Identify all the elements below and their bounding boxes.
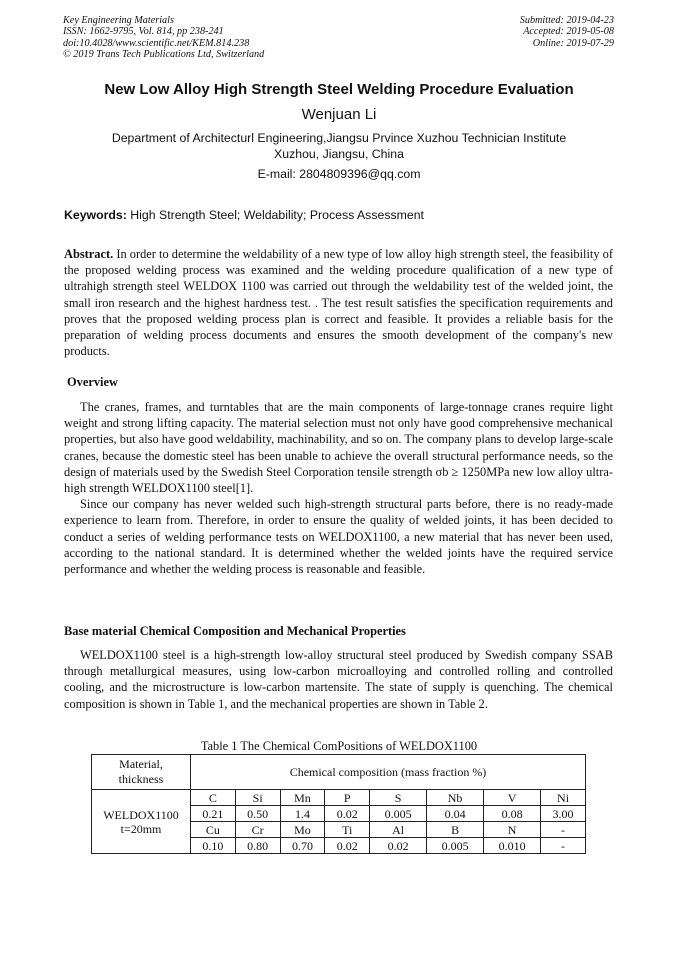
table-cell: 0.50 bbox=[235, 806, 280, 822]
table-cell: Ni bbox=[541, 790, 586, 806]
section-heading-base-material: Base material Chemical Composition and Mechanical Properties bbox=[64, 624, 406, 638]
abstract bbox=[64, 246, 613, 359]
table-cell: Ti bbox=[325, 822, 370, 838]
table-cell: Mo bbox=[280, 822, 325, 838]
chemical-composition-table bbox=[91, 754, 586, 854]
keywords bbox=[64, 208, 624, 222]
material-name: WELDOX1100 bbox=[103, 807, 179, 822]
table-cell: 0.70 bbox=[280, 838, 325, 854]
header-line: thickness bbox=[118, 772, 164, 786]
table-cell: B bbox=[427, 822, 484, 838]
author-name: Wenjuan Li bbox=[301, 106, 377, 123]
paragraph: WELDOX1100 steel is a high-strength low-alloy structural steel produced by Swedish company SSAB through metallurgical measures, using low-carbon microalloying and controlled rolling and controlled cooling, and the microstructure is low-carbon martensite. The state of supply is quenching. The chemical composition is shown in Table 1, and the mechanical properties are shown in Table 2. bbox=[64, 648, 613, 711]
copyright-line: © 2019 Trans Tech Publications Ltd, Switzerland bbox=[63, 49, 265, 61]
table-cell: 1.4 bbox=[280, 806, 325, 822]
table-cell: 0.21 bbox=[191, 806, 236, 822]
table-cell: Cu bbox=[191, 822, 236, 838]
table-cell: Mn bbox=[280, 790, 325, 806]
table-cell: - bbox=[541, 838, 586, 854]
table-cell: 0.02 bbox=[370, 838, 427, 854]
table-cell: S bbox=[370, 790, 427, 806]
table-cell: 0.005 bbox=[370, 806, 427, 822]
table-header-cell: Chemical composition (mass fraction %) bbox=[191, 755, 586, 790]
table-row bbox=[92, 755, 586, 790]
table-cell: 0.80 bbox=[235, 838, 280, 854]
doi-line: doi:10.4028/www.scientific.net/KEM.814.238 bbox=[63, 37, 250, 49]
paragraph: The cranes, frames, and turntables that are the main components of large-tonnage cranes require light weight and strong lifting capacity. The material selection must not only have good comprehensive mechanical properties, but also have good weldability, machinability, and so on. The company plans to develop large-scale cranes, because the domestic steel has been unable to achieve the overall structural performance needs, so the design of materials used by the Swedish Steel Corporation tensile strength σb ≥ 1250MPa new low alloy ultra-high strength WELDOX1100 steel[1]. bbox=[64, 400, 613, 496]
table-cell: N bbox=[484, 822, 541, 838]
table-cell: 0.02 bbox=[325, 838, 370, 854]
base-material-section bbox=[64, 647, 613, 712]
publication-dates bbox=[520, 15, 614, 49]
paragraph: Since our company has never welded such high-strength structural parts before, there is no ready-made experience to learn from. Therefore, in order to ensure the quality of welded joints, it has been decided to conduct a series of welding performance tests on WELDOX1100, a new material that has never been used, according to the national standard. It is determined whether the welded joints have the required service performance and whether the welding process is reasonable and feasible. bbox=[64, 497, 613, 577]
issn-line: ISSN: 1662-9795, Vol. 814, pp 238-241 bbox=[63, 26, 224, 38]
material-cell bbox=[92, 790, 191, 854]
header-line: Material, bbox=[119, 757, 163, 771]
author-email: E-mail: 2804809396@qq.com bbox=[257, 167, 421, 181]
table-caption: Table 1 The Chemical ComPositions of WELDOX1100 bbox=[200, 739, 478, 753]
table-cell: 0.005 bbox=[427, 838, 484, 854]
abstract-label: Abstract. bbox=[64, 247, 114, 261]
paper-title: New Low Alloy High Strength Steel Welding Procedure Evaluation bbox=[104, 81, 574, 98]
keywords-label: Keywords: bbox=[64, 208, 127, 222]
table-cell: 3.00 bbox=[541, 806, 586, 822]
table-cell: Si bbox=[235, 790, 280, 806]
table-header-cell bbox=[92, 755, 191, 790]
affiliation-line: Xuzhou, Jiangsu, China bbox=[274, 146, 404, 161]
table-cell: 0.02 bbox=[325, 806, 370, 822]
table-cell: - bbox=[541, 822, 586, 838]
table-cell: Al bbox=[370, 822, 427, 838]
journal-info bbox=[63, 15, 264, 61]
table-cell: C bbox=[191, 790, 236, 806]
table-row bbox=[92, 790, 586, 806]
table-cell: Cr bbox=[235, 822, 280, 838]
abstract-text: In order to determine the weldability of a new type of low alloy high strength steel, the feasibility of the proposed welding process was examined and the welding procedure qualification of a new type of ultrahigh strength steel WELDOX 1100 was carried out through the weldability test of the welded joint, the small iron research and the highest hardness test. . The test result satisfies the specification requirements and proves that the proposed welding process plan is correct and feasible. It provides a reliable basis for the preparation of welding process documents and ensures the smooth development of the company's new products. bbox=[64, 247, 613, 359]
table-cell: 0.010 bbox=[484, 838, 541, 854]
material-thickness: t=20mm bbox=[120, 821, 162, 836]
affiliation-line: Department of Architecturl Engineering,Jiangsu Prvince Xuzhou Technician Institute bbox=[111, 131, 567, 145]
overview-section bbox=[64, 399, 613, 577]
table-cell: 0.04 bbox=[427, 806, 484, 822]
table-cell: 0.08 bbox=[484, 806, 541, 822]
affiliation bbox=[0, 131, 678, 162]
table-cell: 0.10 bbox=[191, 838, 236, 854]
online-date: Online: 2019-07-29 bbox=[532, 37, 614, 49]
journal-name: Key Engineering Materials bbox=[63, 15, 174, 26]
submitted-date: Submitted: 2019-04-23 bbox=[519, 15, 614, 26]
table-cell: P bbox=[325, 790, 370, 806]
table-cell: Nb bbox=[427, 790, 484, 806]
table-cell: V bbox=[484, 790, 541, 806]
section-heading-overview: Overview bbox=[67, 375, 118, 389]
keywords-text: High Strength Steel; Weldability; Process Assessment bbox=[126, 208, 424, 222]
accepted-date: Accepted: 2019-05-08 bbox=[523, 26, 614, 38]
